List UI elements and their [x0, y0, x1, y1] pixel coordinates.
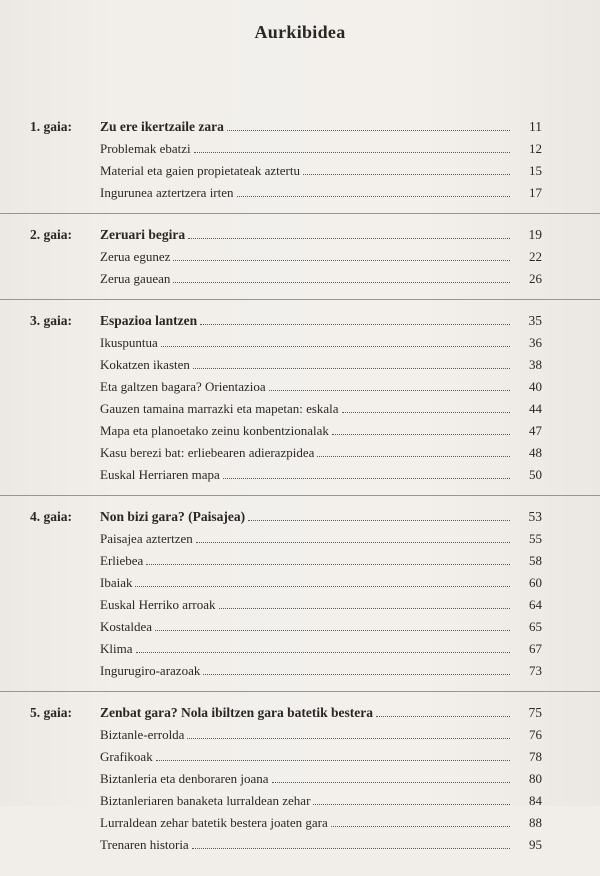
section-row[interactable] [0, 529, 600, 551]
page-number: 67 [529, 641, 542, 656]
chapter-entry [100, 227, 510, 243]
section-entry [100, 815, 510, 831]
chapter-title: Zu ere ikertzaile zara [100, 119, 224, 134]
page-number: 73 [529, 663, 542, 678]
section-title: Grafikoak [100, 749, 153, 764]
chapter-number: 5. gaia: [30, 705, 72, 720]
section-entry [100, 271, 510, 287]
page-number: 88 [529, 815, 542, 830]
section-title: Ingurugiro-arazoak [100, 663, 201, 678]
dot-leader [187, 738, 510, 739]
section-title: Kasu berezi bat: erliebearen adierazpidea [100, 445, 315, 460]
chapter-number: 2. gaia: [30, 227, 72, 242]
chapter-title: Zenbat gara? Nola ibiltzen gara batetik bestera [100, 705, 373, 720]
section-entry [100, 401, 510, 417]
section-row[interactable] [0, 183, 600, 205]
section-entry [100, 335, 510, 351]
section-row[interactable] [0, 769, 600, 791]
dot-leader [155, 630, 510, 631]
dot-leader [342, 412, 510, 413]
section-title: Kokatzen ikasten [100, 357, 190, 372]
page-number: 36 [529, 335, 542, 350]
section-row[interactable] [0, 465, 600, 487]
dot-leader [331, 826, 510, 827]
section-row[interactable] [0, 573, 600, 595]
section-title: Eta galtzen bagara? Orientazioa [100, 379, 266, 394]
page-title: Aurkibidea [254, 22, 346, 42]
page-number: 78 [529, 749, 542, 764]
section-entry [100, 727, 510, 743]
page-number: 15 [529, 163, 542, 178]
chapter-entry [100, 705, 510, 721]
section-entry [100, 771, 510, 787]
chapter-block [0, 311, 600, 496]
section-title: Ingurunea aztertzera irten [100, 185, 234, 200]
page-number: 64 [529, 597, 542, 612]
page-number: 40 [529, 379, 542, 394]
dot-leader [196, 542, 510, 543]
section-row[interactable] [0, 161, 600, 183]
section-title: Klima [100, 641, 133, 656]
dot-leader [317, 456, 510, 457]
chapter-title: Zeruari begira [100, 227, 186, 242]
section-title: Material eta gaien propietateak aztertu [100, 163, 300, 178]
section-row[interactable] [0, 595, 600, 617]
page-number: 11 [529, 119, 542, 134]
dot-leader [203, 674, 510, 675]
page-number: 60 [529, 575, 542, 590]
dot-leader [192, 848, 510, 849]
page-number: 12 [529, 141, 542, 156]
dot-leader [193, 368, 510, 369]
section-entry [100, 553, 510, 569]
dot-leader [248, 520, 510, 521]
dot-leader [332, 434, 510, 435]
page-number: 19 [528, 227, 542, 242]
section-row[interactable] [0, 399, 600, 421]
chapter-number: 3. gaia: [30, 313, 72, 328]
dot-leader [194, 152, 510, 153]
dot-leader [227, 130, 510, 131]
chapter-title: Espazioa lantzen [100, 313, 198, 328]
chapter-block [0, 225, 600, 300]
section-entry [100, 163, 510, 179]
section-row[interactable] [0, 791, 600, 813]
dot-leader [188, 238, 510, 239]
dot-leader [303, 174, 510, 175]
section-title: Lurraldean zehar batetik bestera joaten gara [100, 815, 328, 830]
dot-leader [135, 586, 510, 587]
section-title: Euskal Herriaren mapa [100, 467, 220, 482]
section-entry [100, 597, 510, 613]
section-entry [100, 249, 510, 265]
dot-leader [156, 760, 510, 761]
section-title: Kostaldea [100, 619, 152, 634]
chapter-heading[interactable] [0, 507, 600, 529]
chapter-block [0, 507, 600, 692]
chapter-entry [100, 509, 510, 525]
page-number: 44 [529, 401, 542, 416]
section-entry [100, 837, 510, 853]
page-number: 53 [528, 509, 542, 524]
section-title: Ibaiak [100, 575, 133, 590]
section-title: Problemak ebatzi [100, 141, 191, 156]
section-row[interactable] [0, 661, 600, 683]
section-row[interactable] [0, 725, 600, 747]
page-number: 55 [529, 531, 542, 546]
page-number: 26 [529, 271, 542, 286]
dot-leader [136, 652, 511, 653]
dot-leader [237, 196, 510, 197]
section-title: Ikuspuntua [100, 335, 158, 350]
page-number: 35 [528, 313, 542, 328]
section-entry [100, 531, 510, 547]
chapter-entry [100, 313, 510, 329]
section-entry [100, 793, 510, 809]
chapter-heading[interactable] [0, 311, 600, 333]
dot-leader [313, 804, 510, 805]
section-entry [100, 379, 510, 395]
chapter-block [0, 117, 600, 214]
chapter-block [0, 703, 600, 865]
chapter-number: 1. gaia: [30, 119, 72, 134]
section-entry [100, 141, 510, 157]
section-row[interactable] [0, 421, 600, 443]
table-of-contents [0, 117, 600, 876]
chapter-heading[interactable] [0, 225, 600, 247]
section-row[interactable] [0, 617, 600, 639]
page-number: 76 [529, 727, 542, 742]
section-entry [100, 445, 510, 461]
section-entry [100, 619, 510, 635]
page-number: 38 [529, 357, 542, 372]
chapter-entry [100, 119, 510, 135]
section-title: Trenaren historia [100, 837, 189, 852]
chapter-heading[interactable] [0, 117, 600, 139]
section-title: Biztanleriaren banaketa lurraldean zehar [100, 793, 311, 808]
page-number: 22 [529, 249, 542, 264]
chapter-title: Non bizi gara? (Paisajea) [100, 509, 246, 524]
dot-leader [272, 782, 510, 783]
dot-leader [173, 282, 510, 283]
section-title: Biztanleria eta denboraren joana [100, 771, 269, 786]
section-title: Paisajea aztertzen [100, 531, 193, 546]
section-row[interactable] [0, 443, 600, 465]
section-title: Gauzen tamaina marrazki eta mapetan: eskala [100, 401, 339, 416]
page-number: 58 [529, 553, 542, 568]
section-row[interactable] [0, 551, 600, 573]
page-number: 80 [529, 771, 542, 786]
section-row[interactable] [0, 835, 600, 857]
dot-leader [269, 390, 510, 391]
dot-leader [173, 260, 510, 261]
page-number: 95 [529, 837, 542, 852]
section-row[interactable] [0, 269, 600, 291]
section-row[interactable] [0, 333, 600, 355]
page-number: 50 [529, 467, 542, 482]
section-entry [100, 423, 510, 439]
page-number: 75 [528, 705, 542, 720]
section-row[interactable] [0, 355, 600, 377]
chapter-number: 4. gaia: [30, 509, 72, 524]
dot-leader [223, 478, 510, 479]
dot-leader [200, 324, 510, 325]
dot-leader [161, 346, 510, 347]
dot-leader [219, 608, 510, 609]
page-number: 48 [529, 445, 542, 460]
section-entry [100, 185, 510, 201]
section-row[interactable] [0, 639, 600, 661]
page-number: 84 [529, 793, 542, 808]
section-title: Zerua gauean [100, 271, 171, 286]
section-row[interactable] [0, 377, 600, 399]
chapter-heading[interactable] [0, 703, 600, 725]
section-entry [100, 357, 510, 373]
section-row[interactable] [0, 747, 600, 769]
section-row[interactable] [0, 247, 600, 269]
page-number: 17 [529, 185, 542, 200]
section-title: Biztanle-errolda [100, 727, 185, 742]
section-entry [100, 467, 510, 483]
section-title: Zerua egunez [100, 249, 171, 264]
dot-leader [146, 564, 510, 565]
section-entry [100, 575, 510, 591]
section-entry [100, 749, 510, 765]
page-number: 47 [529, 423, 542, 438]
section-entry [100, 641, 510, 657]
section-row[interactable] [0, 139, 600, 161]
dot-leader [376, 716, 510, 717]
section-title: Erliebea [100, 553, 144, 568]
section-title: Mapa eta planoetako zeinu konbentzionalak [100, 423, 329, 438]
page-number: 65 [529, 619, 542, 634]
section-title: Euskal Herriko arroak [100, 597, 216, 612]
section-row[interactable] [0, 813, 600, 835]
section-entry [100, 663, 510, 679]
